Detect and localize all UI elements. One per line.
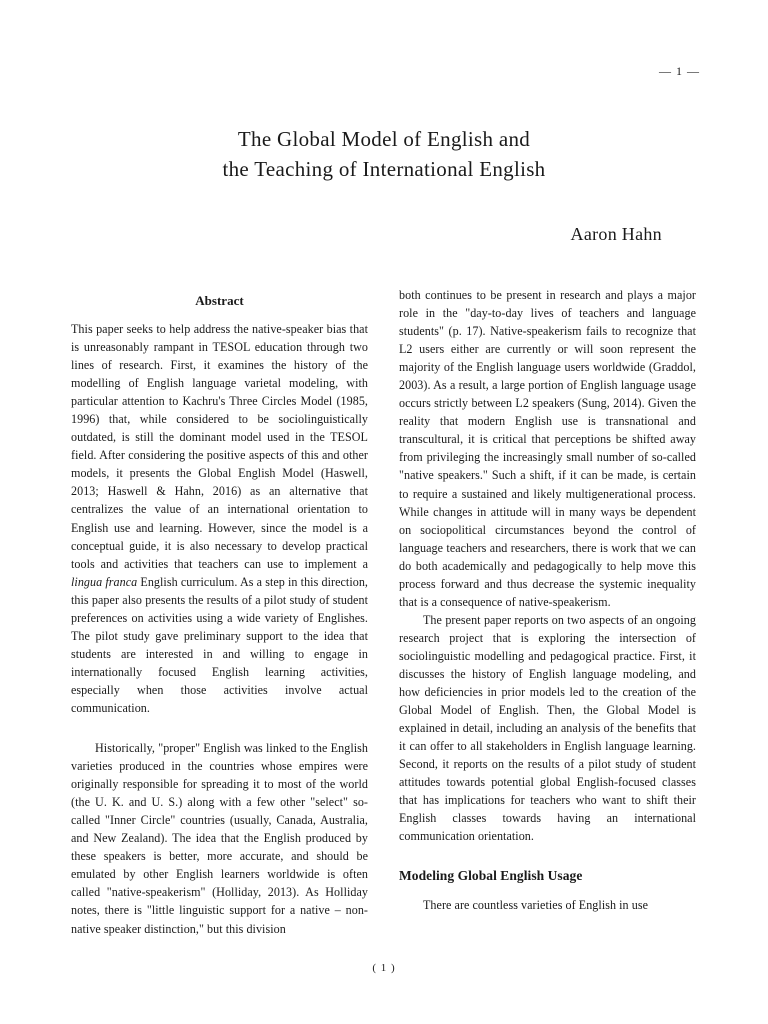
abstract-italic-term: lingua franca [71, 574, 138, 589]
intro-paragraph: Historically, "proper" English was linked to the English varieties produced in the countries whose empires were originally responsible for spreading it to most of the world (the U. K. and U. S.) along with a few other "select" so-called "Inner Circle" countries (usually, Canada, Australia, and New Zealand). The idea that the English produced by these speakers is better, more accurate, and should be emulated by other English learners worldwide is often called "native-speakerism" (Holliday, 2013). As Holliday notes, there is "little linguistic support for a native – non-native speaker distinction," but this division [71, 741, 368, 936]
abstract-text-part-2: English curriculum. As a step in this direction, this paper also presents the results of a pilot study of student preferences on activities using a wide variety of Englishes. The pilot study gave preliminary support to the idea that students are interested in and willing to engage in internationally focused English learning activities, especially when those activities involve actual communication. [71, 574, 368, 715]
left-column [71, 320, 368, 938]
body-paragraph-1: both continues to be present in research and plays a major role in the "day-to-day lives of teachers and language students" (p. 17). Native-speakerism fails to recognize that L2 users either are currently or will soon represent the majority of the English language users worldwide (Graddol, 2003). As a result, a large portion of English language usage occurs strictly between L2 speakers (Sung, 2014). Given the reality that modern English use is transnational and transcultural, it is critical that perceptions be shifted away from privileging the increasingly small number of so-called "native speakers." Such a shift, if it can be made, is certain to require a sustained and likely multigenerational process. While changes in attitude will in many ways be dependent on sociopolitical circumstances beyond the control of language teachers and researchers, there is work that we can do both academically and pedagogically to help move this process forward and thus decrease the systemic inequality that is a consequence of native-speakerism. [399, 288, 696, 609]
title-line-1: The Global Model of English and [237, 127, 531, 151]
section-heading: Modeling Global English Usage [399, 868, 583, 884]
abstract-text-part-1: This paper seeks to help address the native-speaker bias that is unreasonably rampant in TESOL education through two lines of research. First, it examines the history of the modelling of English language varietal modeling, with particular attention to Kachru's Three Circles Model (1985, 1996) that, while considered to be sociolinguistically outdated, is still the dominant model used in the TESOL field. After considering the positive aspects of this and other models, it presents the Global English Model (Haswell, 2013; Haswell & Hahn, 2016) as an alternative that centralizes the value of an international orientation to English use and learning. However, since the model is a conceptual guide, it is also necessary to develop practical tools and activities that teachers can use to implement a [71, 322, 368, 571]
paper-title [0, 124, 768, 184]
body-paragraph-3: There are countless varieties of English in use [423, 897, 649, 912]
author-name: Aaron Hahn [570, 224, 662, 244]
abstract-text [71, 320, 368, 717]
abstract-heading: Abstract [195, 293, 244, 308]
title-line-2: the Teaching of International English [222, 157, 546, 181]
page-number-header: ― 1 ― [659, 64, 700, 78]
right-column [399, 286, 696, 914]
body-paragraph-2: The present paper reports on two aspects of an ongoing research project that is exploring the intersection of sociolinguistic modelling and pedagogical practice. First, it discusses the history of English language modeling, and how deficiencies in prior models led to the creation of the Global Model of English. Then, the Global Model is explained in detail, including an analysis of the benefits that it can offer to all stakeholders in English language learning. Second, it reports on the results of a pilot study of student attitudes towards potential global English-focused classes that has implications for teachers who want to shift their English classes towards having an international communication orientation. [399, 612, 696, 844]
page-number-footer: ( 1 ) [372, 962, 396, 974]
